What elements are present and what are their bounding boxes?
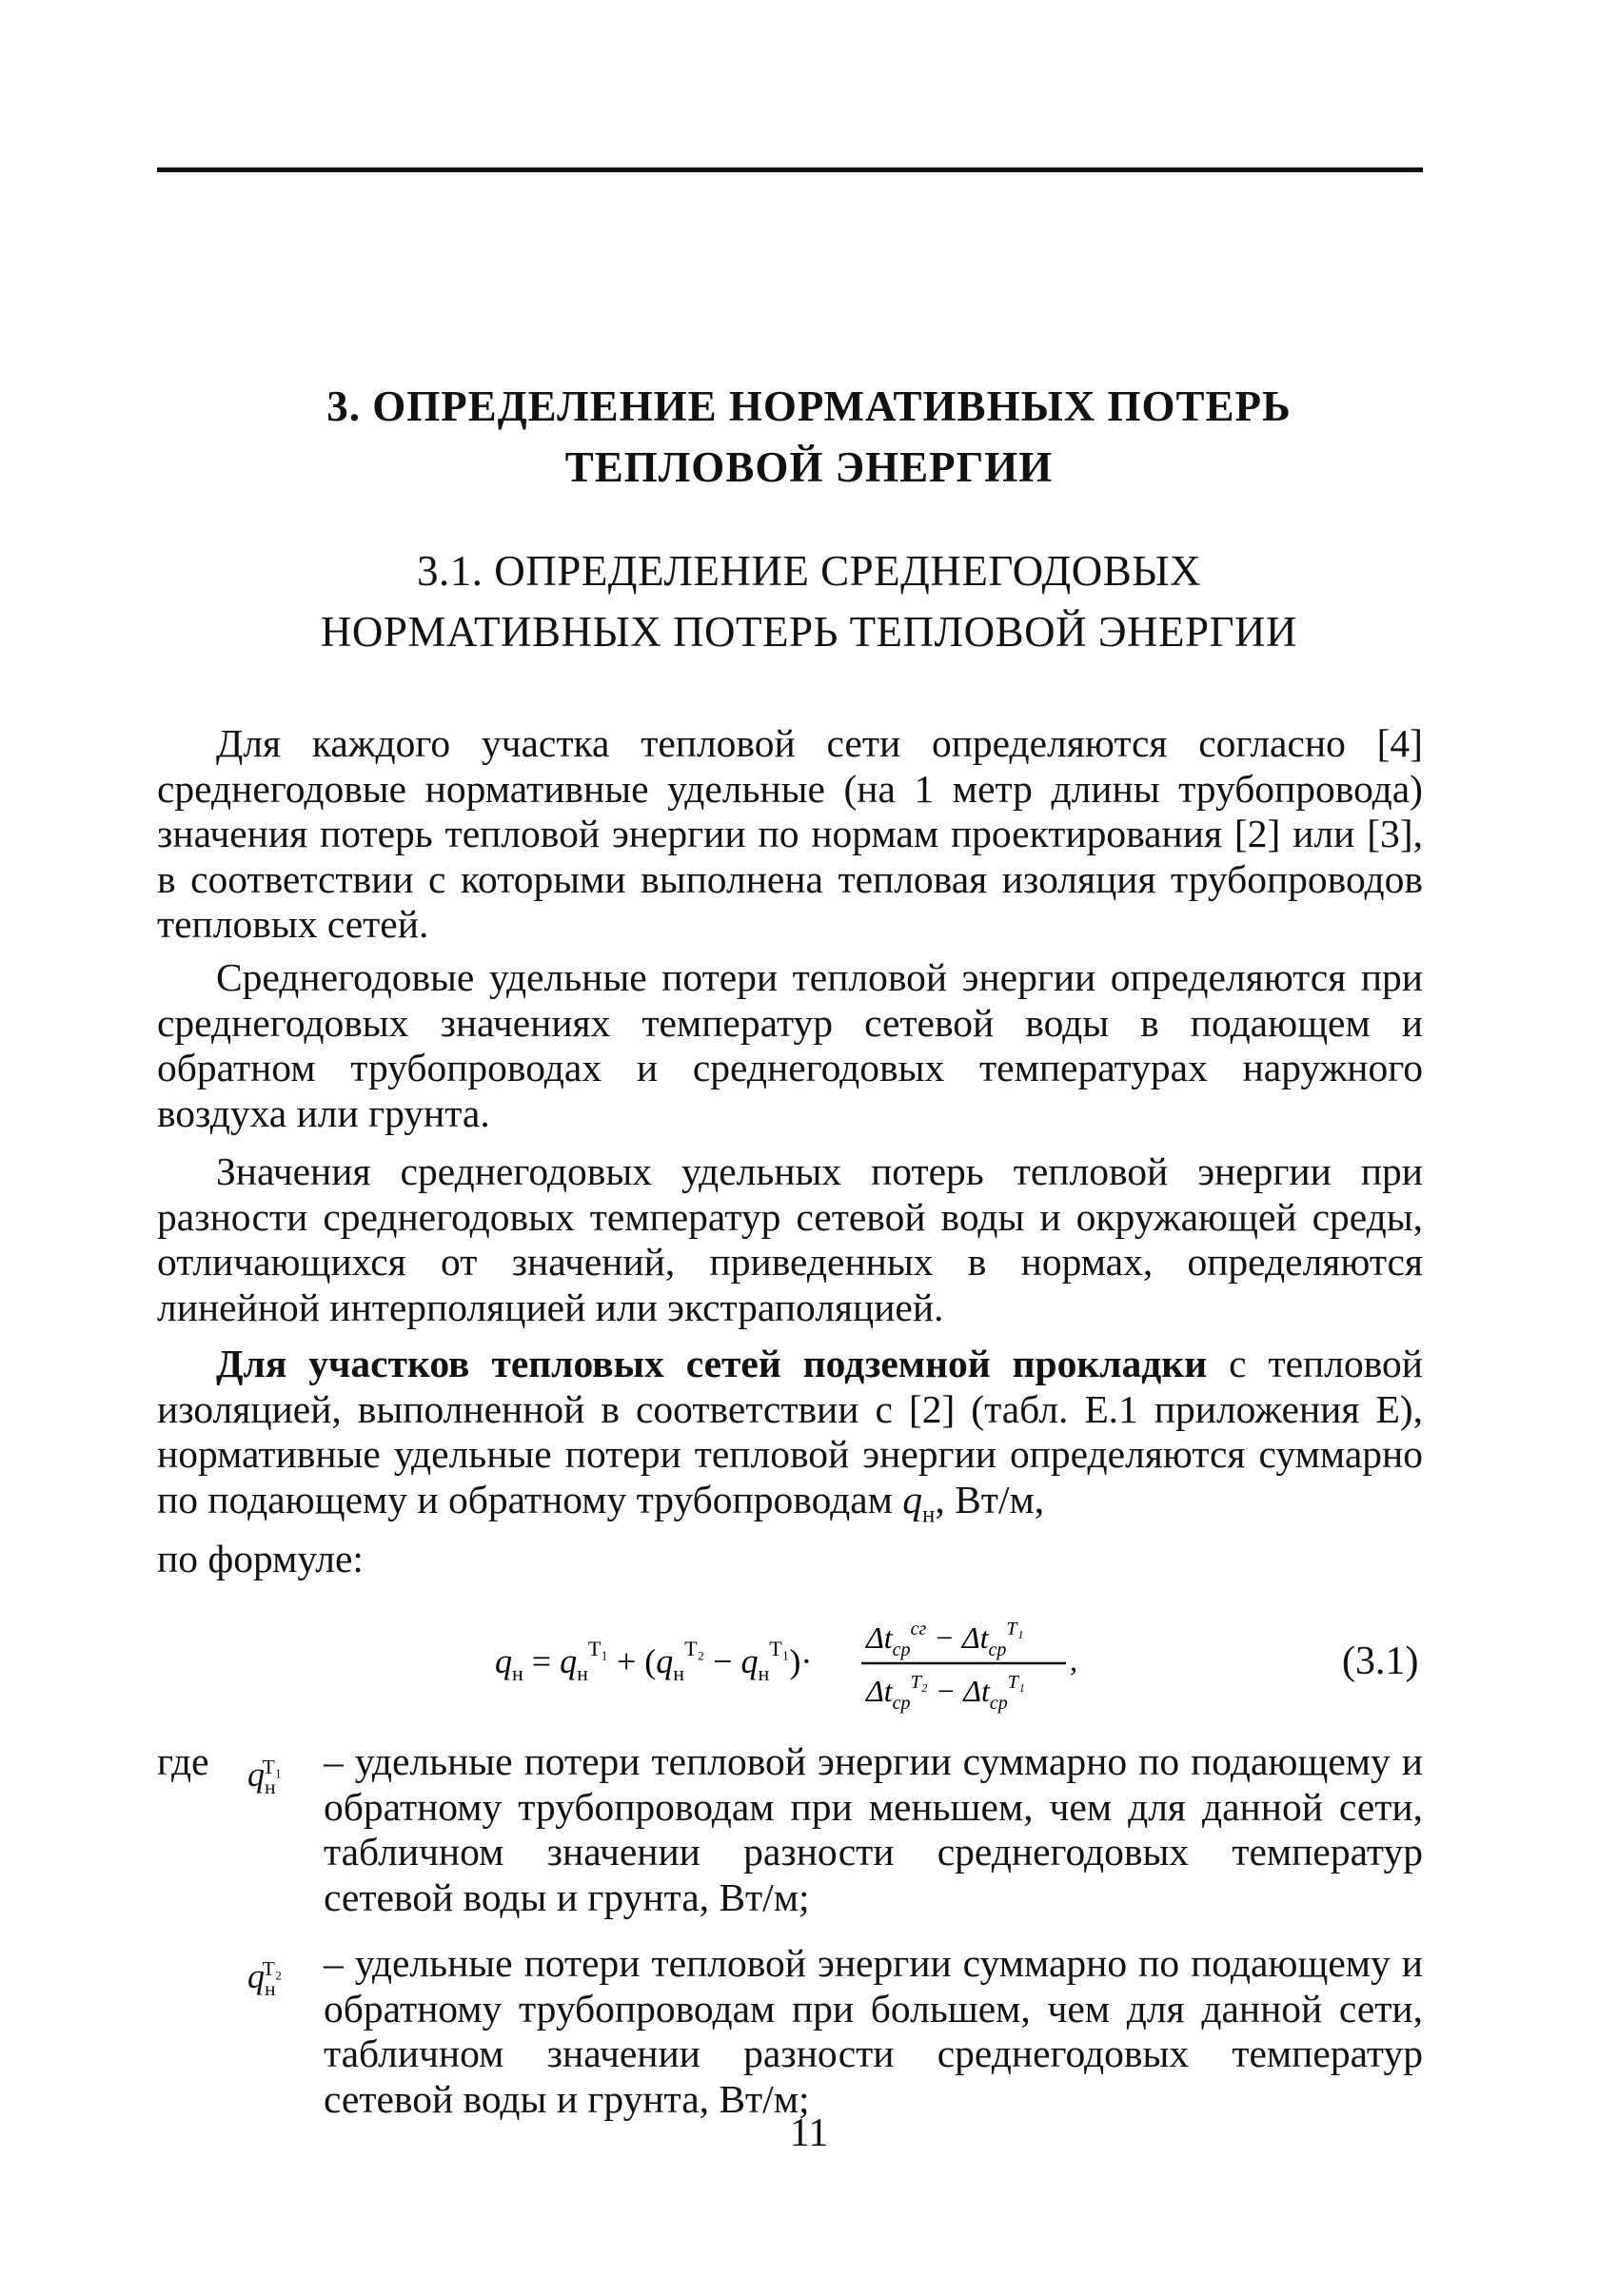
formula-comma: , xyxy=(1070,1643,1077,1678)
definition-1-symbol: $q_н^{T_1}$ xyxy=(247,1756,283,1799)
paragraph-4-unit: , Вт/м, xyxy=(935,1477,1045,1521)
definition-2-text: – удельные потери тепловой энергии суммарно по подающему и обратному трубопроводам при большем, чем для данной сети, табличном значении разности среднегодовых температур сетевой воды и грунта, Вт/м; xyxy=(324,1941,1423,2121)
chapter-title-line2: ТЕПЛОВОЙ ЭНЕРГИИ xyxy=(564,443,1054,491)
formula-denominator: $\Delta t_{ср}^{T_2} - \Delta t_{ср}^{T_1}$ xyxy=(866,1672,1025,1714)
definition-2-symbol: $q_н^{T_2}$ xyxy=(247,1957,283,2001)
paragraph-4-tail: по формуле: xyxy=(157,1537,364,1581)
formula-numerator: $\Delta t_{ср}^{сг} - \Delta t_{ср}^{T_1}$ xyxy=(866,1619,1024,1660)
paragraph-4-bold: Для участков тепловых сетей подземной прокладки xyxy=(216,1342,1208,1385)
definition-where: где xyxy=(157,1739,209,1783)
paragraph-3-text: Значения среднегодовых удельных потерь тепловой энергии при разности среднегодовых температур сетевой воды и окружающей среды, отличающихся от значений, приведенных в нормах, определяются линейной интерполяцией или экстраполяцией. xyxy=(157,1149,1423,1329)
equation-number: (3.1) xyxy=(1342,1639,1419,1683)
header-rule xyxy=(157,167,1423,172)
chapter-title xyxy=(157,376,1461,498)
section-title xyxy=(157,540,1461,662)
paragraph-4-symbol: q xyxy=(902,1477,923,1521)
paragraph-1 xyxy=(157,721,1423,948)
page-number: 11 xyxy=(789,2111,829,2155)
paragraph-2-text: Среднегодовые удельные потери тепловой энергии определяются при среднегодовых значениях температур сетевой воды в подающем и обратном трубопроводах и среднегодовых температурах наружного воздуха или грунта. xyxy=(157,955,1423,1135)
paragraph-4 xyxy=(157,1342,1423,1582)
paragraph-4-rest: с тепловой изоляцией, выполненной в соответствии с [2] (табл. Е.1 приложения Е), нормативные удельные потери тепловой энергии определяются суммарно по подающему и обратному трубопроводам xyxy=(157,1342,1423,1521)
paragraph-2 xyxy=(157,955,1423,1136)
paragraph-1-text: Для каждого участка тепловой сети определяются согласно [4] среднегодовые нормативные удельные (на 1 метр длины трубопровода) значения потерь тепловой энергии по нормам проектирования [2] или [3], в соответствии с которыми выполнена тепловая изоляция трубопроводов тепловых сетей. xyxy=(157,721,1423,946)
paragraph-3 xyxy=(157,1149,1423,1330)
chapter-title-line1: 3. ОПРЕДЕЛЕНИЕ НОРМАТИВНЫХ ПОТЕРЬ xyxy=(326,383,1292,430)
paragraph-4-symbol-sub: н xyxy=(922,1501,936,1527)
paragraph-4-text xyxy=(157,1342,1423,1537)
section-title-line2: НОРМАТИВНЫХ ПОТЕРЬ ТЕПЛОВОЙ ЭНЕРГИИ xyxy=(320,608,1298,656)
formula-lhs: $q_н = q_н^{T_1} + (q_н^{T_2} - q_н^{T_1})\cdot$ xyxy=(495,1637,813,1685)
formula-3-1 xyxy=(495,1610,1085,1715)
formula-graphic xyxy=(495,1610,1085,1715)
section-title-line1: 3.1. ОПРЕДЕЛЕНИЕ СРЕДНЕГОДОВЫХ xyxy=(417,547,1201,595)
definition-1-text: – удельные потери тепловой энергии суммарно по подающему и обратному трубопроводам при меньшем, чем для данной сети, табличном значении разности среднегодовых температур сетевой воды и грунта, Вт/м; xyxy=(324,1739,1423,1919)
